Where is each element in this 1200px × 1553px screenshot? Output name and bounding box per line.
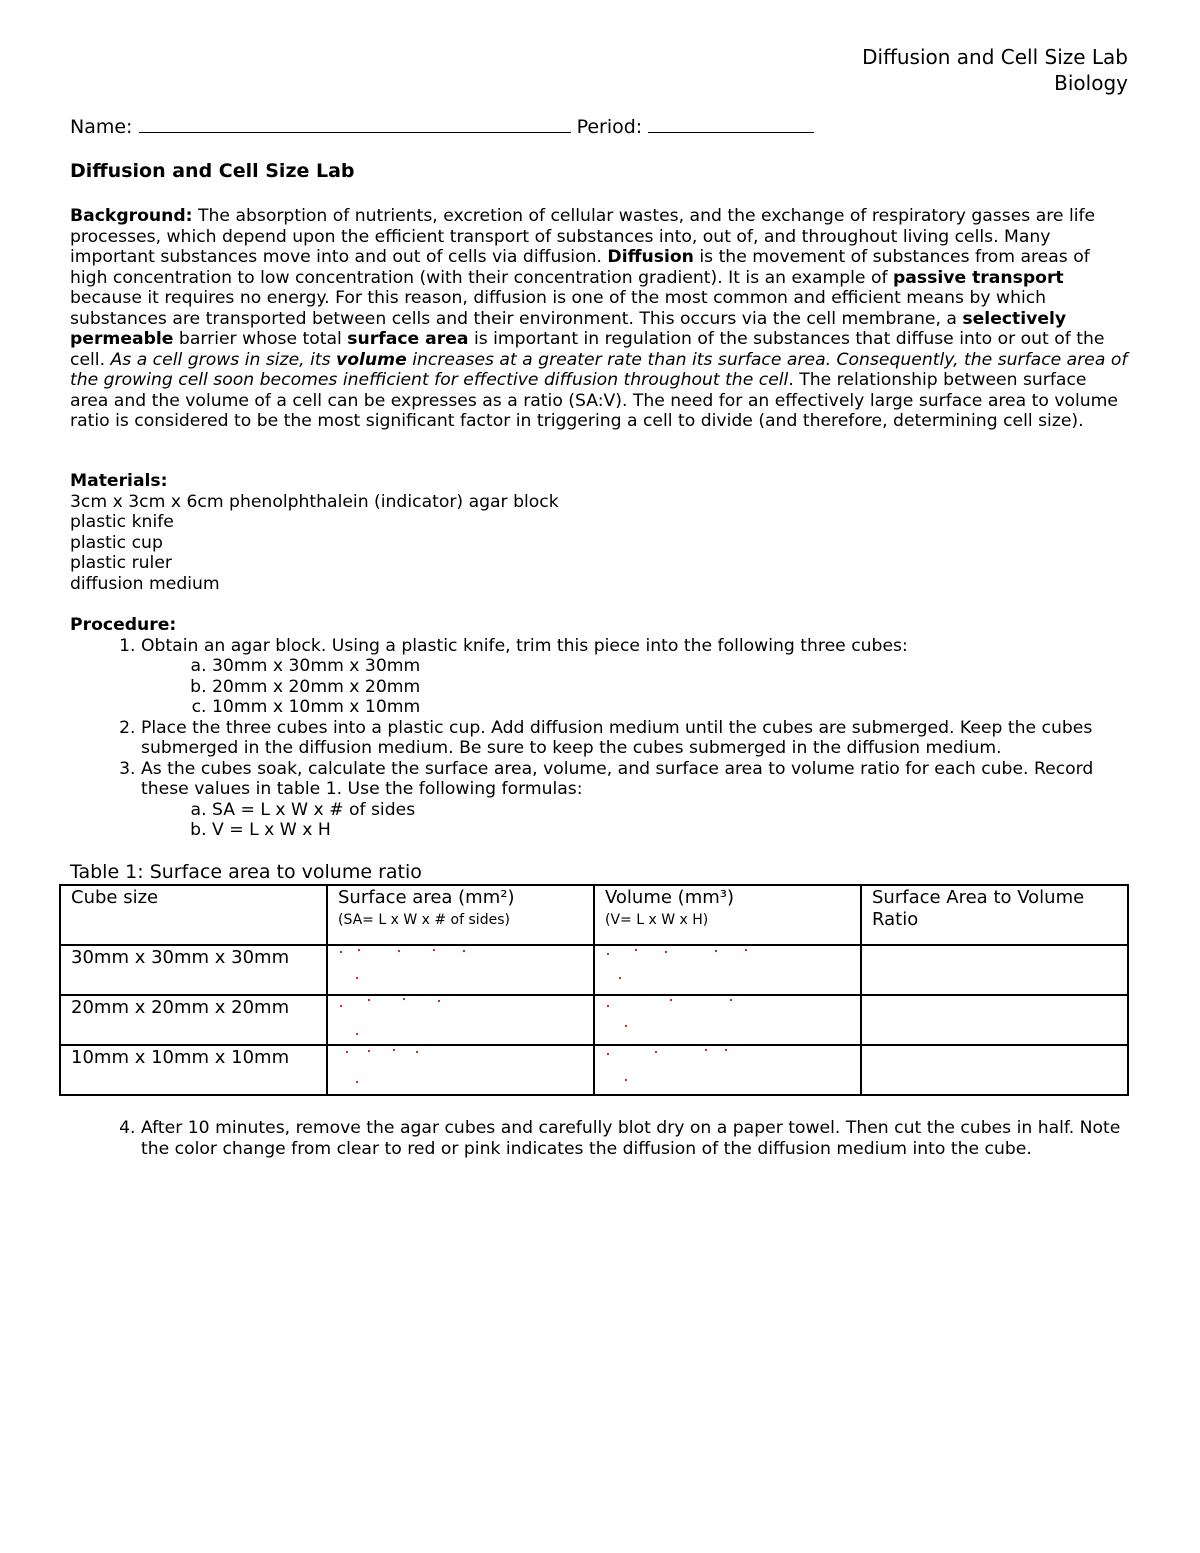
sub-item: a. 30mm x 30mm x 30mm	[212, 656, 1130, 677]
name-label: Name:	[70, 116, 133, 138]
procedure-list	[70, 636, 1130, 841]
material-item: 3cm x 3cm x 6cm phenolphthalein (indicator) agar block	[70, 491, 559, 512]
header-title: Diffusion and Cell Size Lab	[862, 45, 1128, 69]
background-text: is important in regulation of the substances that diffuse into or out of the cell.	[70, 329, 1105, 370]
sub-item: c. 10mm x 10mm x 10mm	[212, 697, 1130, 718]
cube-size-cell: 10mm x 10mm x 10mm	[60, 1045, 327, 1095]
procedure-step: 4. After 10 minutes, remove the agar cubes and carefully blot dry on a paper towel. Then cut the cubes in half. Note the color change from clear to red or pink indicates the diffusion of the diffusion medium into the cube.	[141, 1118, 1130, 1159]
materials-label: Materials:	[70, 471, 168, 491]
ratio-cell[interactable]	[861, 1045, 1128, 1095]
table-header-row	[60, 885, 1128, 945]
volume-cell[interactable]	[594, 945, 861, 995]
step-4-section	[70, 1118, 1130, 1159]
background-text: because it requires no energy. For this reason, diffusion is one of the most common and efficient means by which substances are transported between cells and their environment. This occurs via the cell membrane, a	[70, 288, 1047, 329]
data-table	[59, 884, 1129, 1096]
surface-area-cell[interactable]	[327, 1045, 594, 1095]
procedure-step	[141, 636, 1130, 718]
procedure-step	[141, 759, 1130, 841]
cube-size-cell: 30mm x 30mm x 30mm	[60, 945, 327, 995]
surface-area-cell[interactable]	[327, 945, 594, 995]
ratio-cell[interactable]	[861, 995, 1128, 1045]
header-main: Surface area (mm²)	[338, 887, 515, 908]
background-text: . The relationship between surface area and the volume of a cell can be expresses as a ratio (SA:V). The need for an effectively large surface area to volume ratio is considered to be the most significant factor in triggering a cell to divide (and therefore, determining cell size).	[70, 370, 1118, 431]
background-text: is the movement of substances from areas of high concentration to low concentration (with their concentration gradient). It is an example of	[70, 247, 1090, 288]
page-header	[862, 44, 1128, 96]
material-item: diffusion medium	[70, 573, 220, 594]
sub-item: b. V = L x W x H	[212, 820, 1130, 841]
cube-size-cell: 20mm x 20mm x 20mm	[60, 995, 327, 1045]
background-paragraph	[70, 206, 1130, 432]
surface-area-cell[interactable]	[327, 995, 594, 1045]
background-text: barrier whose total	[173, 329, 348, 349]
header-formula: (V= L x W x H)	[605, 912, 709, 928]
procedure-list-continued	[70, 1118, 1130, 1159]
header-cell	[60, 885, 327, 945]
background-label: Background:	[70, 206, 193, 226]
header-main: Volume (mm³)	[605, 887, 734, 908]
period-blank[interactable]	[648, 114, 814, 133]
italic-text: increases at a greater rate than its surface area. Consequently, the surface area of the growing cell soon becomes inefficient for effective diffusion throughout the cell	[70, 349, 1128, 390]
ratio-cell[interactable]	[861, 945, 1128, 995]
term-selectively-permeable: selectively permeable	[70, 308, 1067, 349]
header-subject: Biology	[1054, 71, 1128, 95]
term-diffusion: Diffusion	[607, 247, 694, 267]
sub-list	[141, 656, 1130, 718]
marks	[605, 1047, 850, 1087]
marks	[338, 997, 583, 1037]
material-item: plastic knife	[70, 512, 174, 532]
marks	[605, 997, 850, 1037]
name-blank[interactable]	[139, 114, 571, 133]
materials-section	[70, 471, 559, 594]
marks	[605, 947, 850, 987]
sub-list	[141, 800, 1130, 841]
header-cell	[861, 885, 1128, 945]
sub-item: a. SA = L x W x # of sides	[212, 800, 1130, 821]
term-surface-area: surface area	[347, 329, 469, 349]
term-passive-transport: passive transport	[892, 267, 1064, 288]
header-formula: (SA= L x W x # of sides)	[338, 912, 510, 928]
name-period-line	[70, 114, 814, 138]
table-caption: Table 1: Surface area to volume ratio	[70, 861, 422, 883]
volume-cell[interactable]	[594, 1045, 861, 1095]
header-main: Surface Area to Volume Ratio	[872, 887, 1085, 930]
step-text: As the cubes soak, calculate the surface area, volume, and surface area to volume ratio for each cube. Record these values in table 1. Use the following formulas:	[141, 758, 1094, 799]
procedure-label: Procedure:	[70, 615, 177, 635]
sub-item: b. 20mm x 20mm x 20mm	[212, 677, 1130, 698]
period-label: Period:	[576, 116, 643, 138]
marks	[338, 947, 583, 987]
step-text: Obtain an agar block. Using a plastic knife, trim this piece into the following three cubes:	[141, 635, 908, 656]
header-cell	[327, 885, 594, 945]
marks	[338, 1047, 583, 1087]
table-row	[60, 945, 1128, 995]
material-item: plastic cup	[70, 532, 163, 553]
header-cell	[594, 885, 861, 945]
volume-cell[interactable]	[594, 995, 861, 1045]
procedure-section	[70, 615, 1130, 841]
background-text: The absorption of nutrients, excretion of cellular wastes, and the exchange of respiratory gasses are life processes, which depend upon the efficient transport of substances into, out of, and throughout living cells. Many important substances move into and out of cells via diffusion.	[70, 206, 1096, 267]
page-title: Diffusion and Cell Size Lab	[70, 160, 355, 182]
italic-text: As a cell grows in size, its	[110, 349, 337, 370]
table-row	[60, 1045, 1128, 1095]
material-item: plastic ruler	[70, 553, 172, 573]
header-main: Cube size	[71, 887, 159, 908]
term-volume: volume	[336, 349, 407, 370]
procedure-step: 2. Place the three cubes into a plastic cup. Add diffusion medium until the cubes are submerged. Keep the cubes submerged in the diffusion medium. Be sure to keep the cubes submerged in the diffusion medium.	[141, 718, 1130, 759]
table-row	[60, 995, 1128, 1045]
